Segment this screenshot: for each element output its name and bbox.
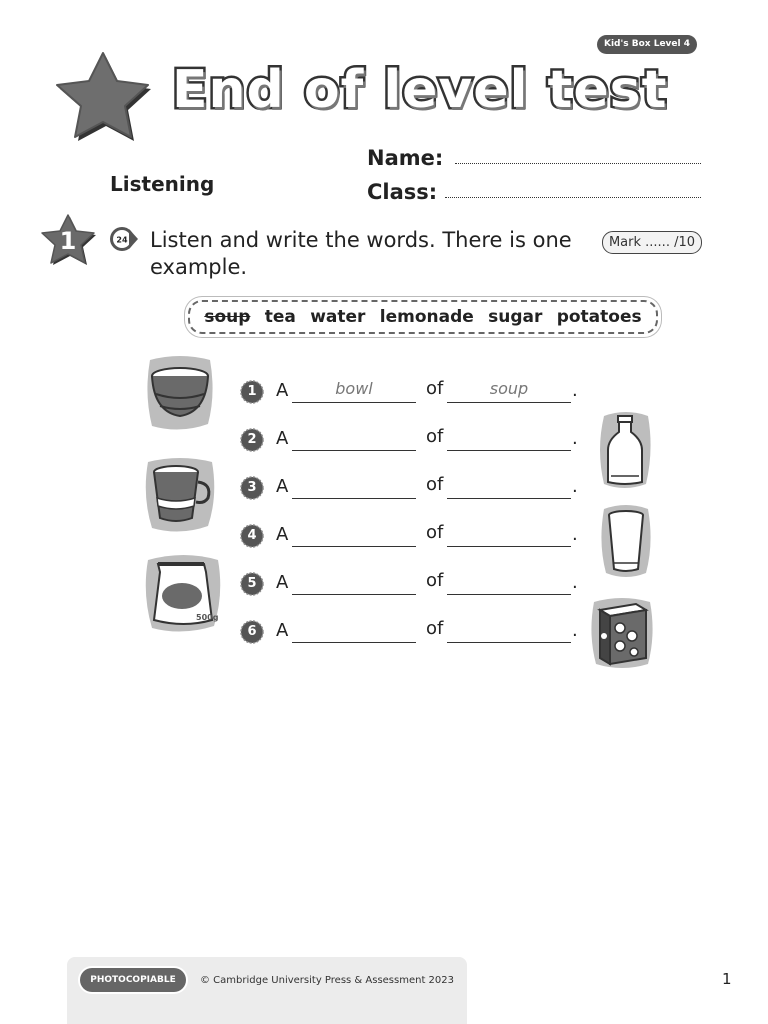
glass-icon <box>600 503 652 579</box>
word-bank-item: water <box>310 307 366 327</box>
star-icon <box>45 45 155 145</box>
item-number: 4 <box>247 528 257 543</box>
answer-container: bowl <box>335 379 373 398</box>
cup-icon <box>144 456 216 532</box>
cereal-box-icon <box>590 596 654 670</box>
answer-line-container[interactable] <box>292 594 416 595</box>
answer-content: soup <box>489 379 529 398</box>
exercise-row <box>240 378 585 408</box>
of-label: of <box>426 570 444 591</box>
bowl-icon <box>144 354 216 432</box>
article-label: A <box>276 572 289 593</box>
exercise-row <box>240 474 585 504</box>
audio-track-icon <box>107 225 139 253</box>
page-title: End of level test <box>172 60 668 120</box>
bag-weight-label: 500g <box>196 613 219 622</box>
period: . <box>572 620 578 641</box>
period: . <box>572 380 578 401</box>
article-label: A <box>276 428 289 449</box>
of-label: of <box>426 474 444 495</box>
word-bank-item: lemonade <box>379 307 474 327</box>
item-number: 1 <box>247 384 257 399</box>
name-label: Name: <box>367 146 444 170</box>
bottle-icon <box>598 410 652 490</box>
exercise-row <box>240 618 585 648</box>
answer-line-container[interactable] <box>292 642 416 643</box>
item-number: 2 <box>247 432 257 447</box>
name-field[interactable] <box>455 163 701 164</box>
of-label: of <box>426 426 444 447</box>
word-bank-item: soup <box>204 307 251 327</box>
sugar-bag-icon <box>144 552 222 632</box>
mark-box: Mark ...... /10 <box>602 231 702 254</box>
item-number: 5 <box>247 576 257 591</box>
answer-line-content[interactable] <box>447 450 571 451</box>
class-label: Class: <box>367 180 438 204</box>
article-label: A <box>276 476 289 497</box>
article-label: A <box>276 380 289 401</box>
of-label: of <box>426 618 444 639</box>
of-label: of <box>426 522 444 543</box>
answer-line-content[interactable] <box>447 498 571 499</box>
page-number: 1 <box>722 970 732 988</box>
period: . <box>572 476 578 497</box>
answer-line-container[interactable] <box>292 450 416 451</box>
period: . <box>572 428 578 449</box>
photocopiable-badge: PHOTOCOPIABLE <box>80 968 186 992</box>
section-title: Listening <box>110 172 215 196</box>
answer-line-container[interactable] <box>292 546 416 547</box>
instruction-text: Listen and write the words. There is one example. <box>150 228 572 279</box>
level-badge: Kid's Box Level 4 <box>597 35 697 54</box>
exercise-row <box>240 570 585 600</box>
of-label: of <box>426 378 444 399</box>
word-bank-item: tea <box>264 307 296 327</box>
article-label: A <box>276 524 289 545</box>
item-number: 3 <box>247 480 257 495</box>
class-field[interactable] <box>445 197 701 198</box>
answer-line-container[interactable] <box>292 402 416 403</box>
answer-line-content[interactable] <box>447 594 571 595</box>
word-bank <box>188 300 658 334</box>
period: . <box>572 524 578 545</box>
word-bank-item: sugar <box>488 307 543 327</box>
answer-line-container[interactable] <box>292 498 416 499</box>
exercise-row <box>240 426 585 456</box>
audio-track-number: 24 <box>116 235 128 245</box>
word-bank-item: potatoes <box>556 307 642 327</box>
answer-line-content[interactable] <box>447 642 571 643</box>
exercise-row <box>240 522 585 552</box>
question-number: 1 <box>59 227 77 255</box>
period: . <box>572 572 578 593</box>
copyright-text: © Cambridge University Press & Assessment 2023 <box>200 975 455 986</box>
answer-line-content[interactable] <box>447 546 571 547</box>
answer-line-content[interactable] <box>447 402 571 403</box>
item-number: 6 <box>247 624 257 639</box>
article-label: A <box>276 620 289 641</box>
